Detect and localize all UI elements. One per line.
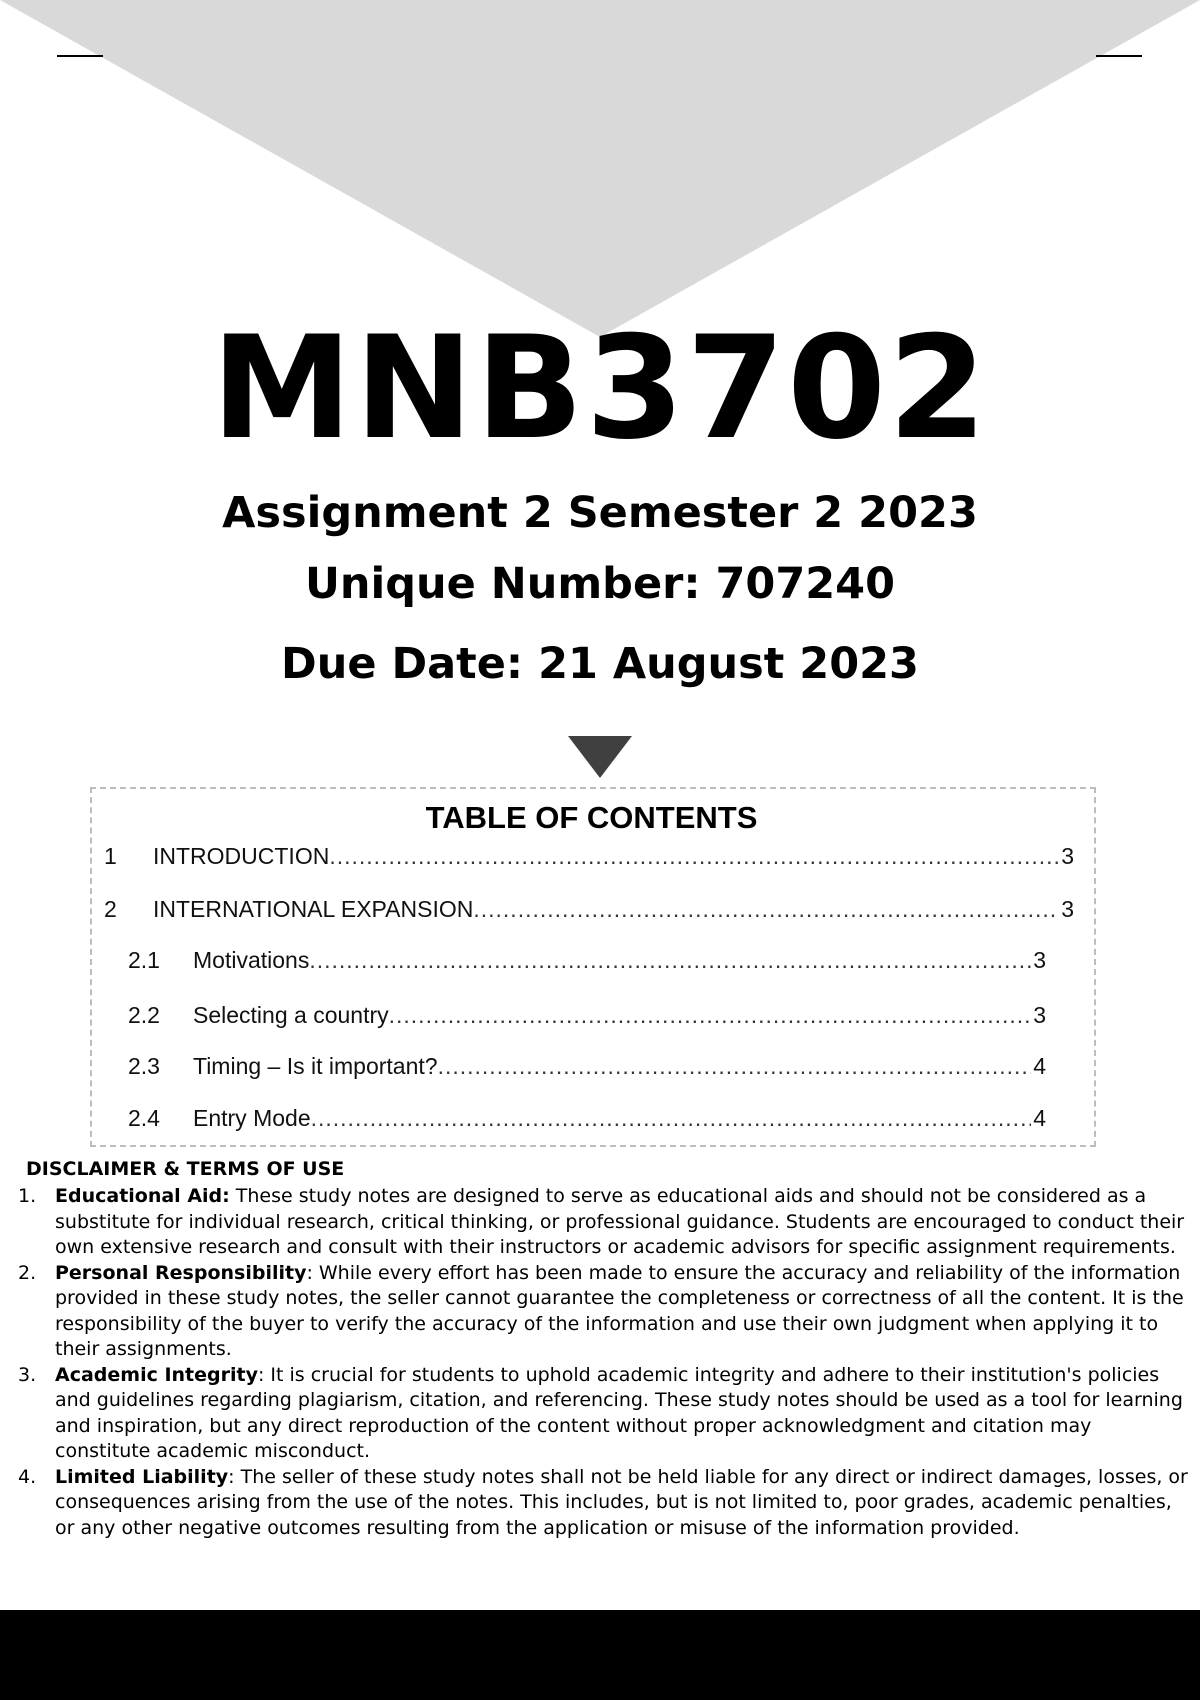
item-text: : The seller of these study notes shall not be held liable for any direct or indirect damages, losses, or consequences arising from the use of the notes. This includes, but is not limited to, poor grades, academic penalties, or any other negative outcomes resulting from the application or misuse of the information provided. — [55, 1465, 1188, 1539]
unique-number: Unique Number: 707240 — [304, 559, 896, 609]
chevron-banner — [0, 0, 1200, 340]
toc-number: 2.4 — [128, 1105, 160, 1131]
toc-number: 2.3 — [128, 1053, 160, 1079]
item-title: Academic Integrity — [55, 1363, 258, 1386]
toc-entry-motivations[interactable] — [128, 947, 1046, 974]
disclaimer-title: DISCLAIMER & TERMS OF USE — [26, 1158, 345, 1180]
disclaimer-list — [18, 1184, 1190, 1541]
item-number: 1. — [18, 1185, 37, 1207]
down-triangle-icon — [568, 736, 632, 778]
toc-entry-selecting-a-country[interactable] — [128, 1002, 1046, 1029]
toc-number: 1 — [104, 843, 117, 869]
toc-page-number: 4 — [1033, 1105, 1046, 1131]
assignment-title: Assignment 2 Semester 2 2023 — [222, 488, 978, 538]
toc-text: INTRODUCTION — [153, 843, 330, 869]
item-title: Educational Aid: — [55, 1185, 230, 1207]
item-title: Personal Responsibility — [55, 1261, 307, 1284]
item-text: : It is crucial for students to uphold academic integrity and adhere to their institution's policies and guidelines regarding plagiarism, citation, and referencing. These study notes should be used as a tool for learning and inspiration, but any direct reproduction of the content without proper acknowledgment and citation may constitute academic misconduct. — [55, 1363, 1183, 1462]
item-number: 3. — [18, 1363, 37, 1386]
toc-leader — [311, 1105, 1032, 1132]
item-text: : While every effort has been made to ensure the accuracy and reliability of the information provided in these study notes, the seller cannot guarantee the completeness or correctness of all the content. It is the responsibility of the buyer to verify the accuracy of the information and use their own judgment when applying it to their assignments. — [55, 1261, 1184, 1360]
toc-number: 2 — [104, 896, 117, 922]
toc-leader — [438, 1053, 1032, 1080]
toc-title: TABLE OF CONTENTS — [425, 800, 758, 835]
corner-mark-right — [1096, 55, 1142, 57]
toc-entry-timing[interactable] — [128, 1053, 1046, 1080]
toc-text: Timing – Is it important? — [193, 1053, 438, 1079]
toc-page-number: 4 — [1033, 1053, 1046, 1079]
toc-text: INTERNATIONAL EXPANSION — [153, 896, 474, 922]
toc-entry-international-expansion[interactable] — [104, 896, 1074, 923]
disclaimer-item — [18, 1363, 1190, 1465]
toc-page-number: 3 — [1033, 947, 1046, 973]
item-title: Limited Liability — [55, 1465, 229, 1488]
toc-leader — [473, 896, 1059, 923]
toc-page-number: 3 — [1061, 896, 1074, 922]
due-date: Due Date: 21 August 2023 — [281, 639, 919, 689]
disclaimer-item — [18, 1465, 1190, 1542]
toc-number: 2.1 — [128, 947, 160, 973]
toc-page-number: 3 — [1061, 843, 1074, 869]
item-number: 4. — [18, 1465, 37, 1488]
toc-entry-introduction[interactable] — [104, 843, 1074, 870]
toc-entry-entry-mode[interactable] — [128, 1105, 1046, 1132]
toc-text: Motivations — [193, 947, 310, 973]
toc-page-number: 3 — [1033, 1002, 1046, 1028]
disclaimer-item — [18, 1261, 1190, 1363]
footer-band — [0, 1610, 1200, 1700]
disclaimer-item — [18, 1184, 1190, 1261]
item-text: These study notes are designed to serve as educational aids and should not be considered as a substitute for individual research, critical thinking, or professional guidance. Students are encouraged to conduct their own extensive research and consult with their instructors or academic advisors for specific assignment requirements. — [55, 1185, 1185, 1258]
toc-text: Selecting a country — [193, 1002, 389, 1028]
toc-leader — [309, 947, 1031, 974]
toc-text: Entry Mode — [193, 1105, 311, 1131]
toc-leader — [329, 843, 1059, 870]
corner-mark-left — [57, 55, 103, 57]
item-number: 2. — [18, 1261, 37, 1284]
toc-leader — [389, 1002, 1032, 1029]
toc-number: 2.2 — [128, 1002, 160, 1028]
course-code: MNB3702 — [211, 306, 989, 471]
